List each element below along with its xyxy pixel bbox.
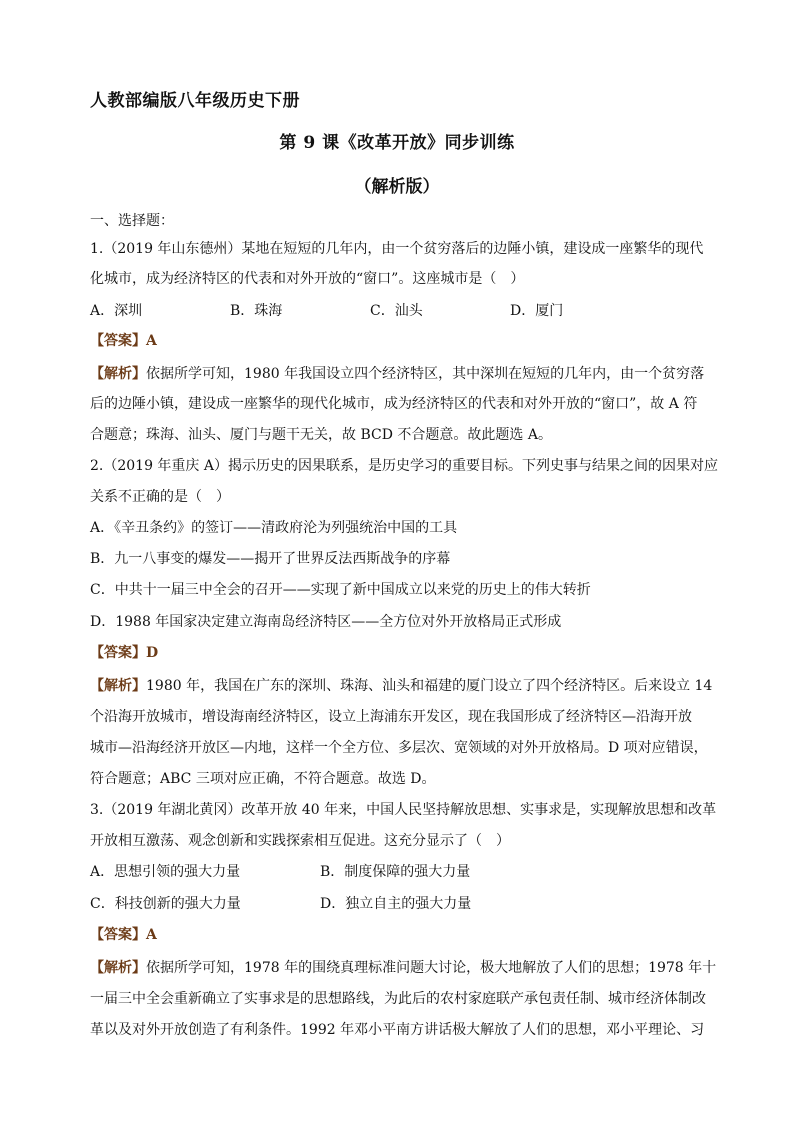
q3-option-d: D．独立自主的强大力量 [320,896,472,912]
q2-option-a: A．《辛丑条约》的签订——清政府沦为列强统治中国的工具 [90,520,458,536]
q1-answer-value: A [146,333,157,349]
q3-answer [90,925,710,945]
q1-answer-label: 【答案】 [90,333,146,349]
q3-analysis-label: 【解析】 [90,960,146,976]
page-title: 第 9 课《改革开放》同步训练 [279,133,515,153]
q1-option-c: C．汕头 [370,303,423,319]
document-header: 人教部编版八年级历史下册 [90,91,300,111]
q1-analysis-text-1: 依据所学可知，1980 年我国设立四个经济特区，其中深圳在短短的几年内，由一个贫穷落 [146,366,705,382]
q3-analysis-text-1: 依据所学可知，1978 年的围绕真理标准问题大讨论，极大地解放了人们的思想；1978 年十 [146,960,717,976]
q2-option-c: C．中共十一届三中全会的召开——实现了新中国成立以来党的历史上的伟大转折 [90,582,591,598]
q3-option-c: C．科技创新的强大力量 [90,896,241,912]
q2-analysis-line-2: 个沿海开放城市，增设海南经济特区，设立上海浦东开发区，现在我国形成了经济特区—沿海开放 [90,709,692,725]
q3-answer-label: 【答案】 [90,927,146,943]
q3-analysis-line-3: 革以及对外开放创造了有利条件。1992 年邓小平南方讲话极大解放了人们的思想，邓小平理论、习 [90,1022,705,1038]
q3-analysis-line-1 [90,958,717,978]
q3-stem-line-2: 开放相互激荡、观念创新和实践探索相互促进。这充分显示了（ ） [90,833,510,849]
q1-option-b: B．珠海 [230,303,283,319]
q2-answer-value: D [146,645,159,661]
q1-answer [90,331,710,351]
q1-stem-line-2: 化城市，成为经济特区的代表和对外开放的“窗口”。这座城市是（ ） [90,271,525,287]
q2-stem-line-1: 2.（2019 年重庆 A）揭示历史的因果联系，是历史学习的重要目标。下列史事与结果之间的因果对应 [90,458,718,474]
q1-analysis-line-3: 合题意；珠海、汕头、厦门与题干无关，故 BCD 不合题意。故此题选 A。 [90,427,552,443]
q2-option-d: D．1988 年国家决定建立海南岛经济特区——全方位对外开放格局正式形成 [90,614,562,630]
q2-analysis-line-4: 符合题意；ABC 三项对应正确，不符合题意。故选 D。 [90,771,436,787]
q3-option-a: A．思想引领的强大力量 [90,864,241,880]
q3-answer-value: A [146,927,157,943]
q2-option-b: B．九一八事变的爆发——揭开了世界反法西斯战争的序幕 [90,551,451,567]
q1-analysis-line-1 [90,364,710,384]
q1-option-a: A．深圳 [90,303,143,319]
q3-option-b: B．制度保障的强大力量 [320,864,471,880]
section-heading: 一、选择题： [90,213,174,229]
q1-analysis-label: 【解析】 [90,366,146,382]
q2-analysis-line-3: 城市—沿海经济开放区—内地，这样一个全方位、多层次、宽领域的对外开放格局。D 项对应错误， [90,740,708,756]
q2-answer-label: 【答案】 [90,645,146,661]
q2-analysis-line-1 [90,676,713,696]
q1-option-d: D．厦门 [510,303,564,319]
q3-analysis-line-2: 一届三中全会重新确立了实事求是的思想路线，为此后的农村家庭联产承包责任制、城市经济体制改 [90,991,706,1007]
q1-analysis-line-2: 后的边陲小镇，建设成一座繁华的现代化城市，成为经济特区的代表和对外开放的“窗口”，故 A 符 [90,396,698,412]
q2-analysis-label: 【解析】 [90,678,146,694]
q1-stem-line-1: 1.（2019 年山东德州）某地在短短的几年内，由一个贫穷落后的边陲小镇，建设成一座繁华的现代 [90,241,704,257]
q2-stem-line-2: 关系不正确的是（ ） [90,489,230,505]
page-subtitle: （解析版） [354,177,440,197]
q3-stem-line-1: 3.（2019 年湖北黄冈）改革开放 40 年来，中国人民坚持解放思想、实事求是，实现解放思想和改革 [90,802,717,818]
q2-answer [90,643,710,663]
q2-analysis-text-1: 1980 年，我国在广东的深圳、珠海、汕头和福建的厦门设立了四个经济特区。后来设立 14 [146,678,713,694]
